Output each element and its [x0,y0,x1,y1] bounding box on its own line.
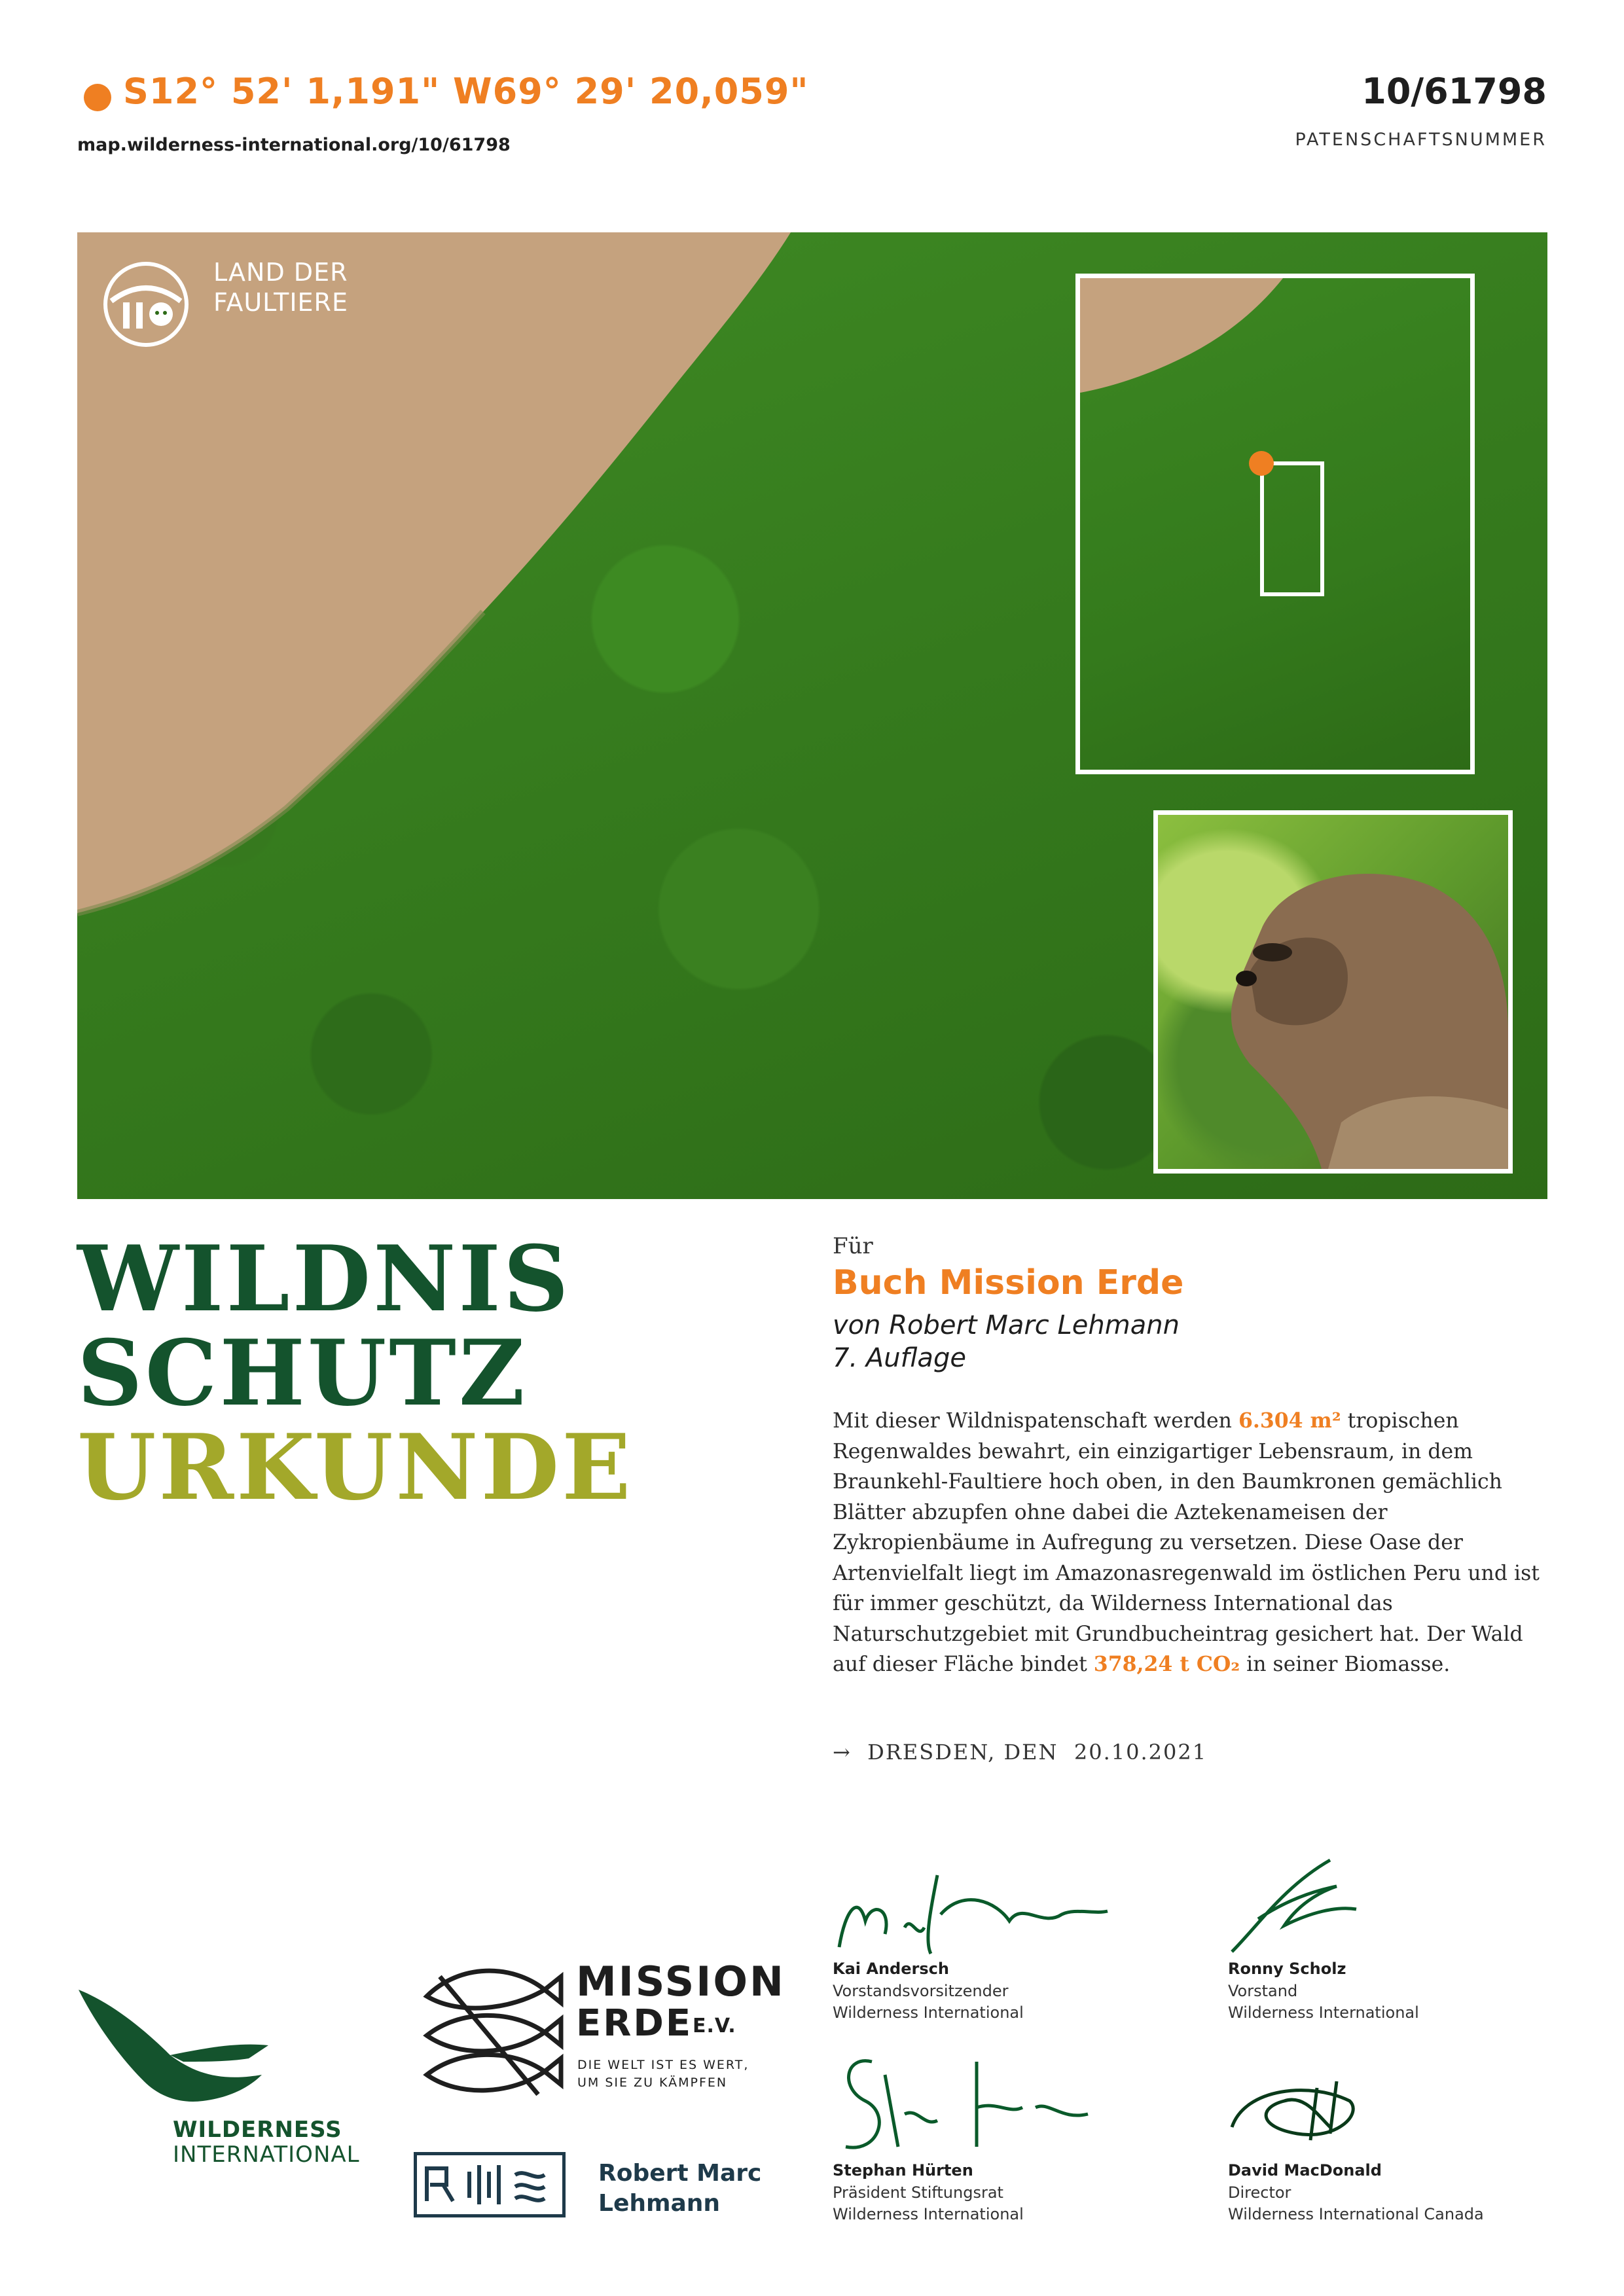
signatory-role: Vorstandsvorsitzender [833,1982,1009,2000]
location-dot-icon [84,84,111,111]
recipient-name: Buch Mission Erde [833,1263,1184,1302]
wilderness-logo-text: WILDERNESS [173,2117,342,2143]
certificate-title: WILDNIS SCHUTZ URKUNDE [77,1225,634,1520]
signatory-organisation: Wilderness International [833,2205,1024,2223]
land-der-faultiere-label: LAND DER FAULTIERE [213,258,348,317]
mission-logo-text: MISSION [576,1958,785,2005]
signatory-name: David MacDonald [1228,2161,1382,2179]
signature-stephan-huerten [826,2036,1101,2166]
coordinates: S12° 52' 1,191" W69° 29' 20,059" [123,71,809,112]
plot-boundary [1260,461,1324,596]
signature-david-macdonald [1219,2062,1376,2160]
sponsorship-number: 10/61798 [1362,71,1547,112]
sloth-image [1158,815,1508,1169]
arrow-icon: → [833,1740,852,1765]
aerial-forest-image [77,232,1547,1199]
certificate-body-text: Mit dieser Wildnispatenschaft werden 6.304 m² tropischen Regenwaldes bewahrt, ein einzigartiger Lebensraum, in dem Braunkehl-Faultiere hoch oben, in den Baumkronen gemächlich Blätter abzupfen ohne dabei die Aztekenameisen der Zykropienbäume in Aufregung zu versetzen. Diese Oase der Artenvielfalt liegt im Amazonasregenwald im östlichen Peru und ist für immer geschützt, da Wilderness International das Naturschutzgebiet mit Grundbucheintrag gesichert hat. Der Wald auf dieser Fläche bindet 378,24 t CO₂ in seiner Biomasse. [833,1408,1540,1676]
signature-ronny-scholz [1219,1847,1376,1965]
wilderness-eagle-logo-icon [72,1977,281,2114]
signatory-organisation: Wilderness International [833,2003,1024,2022]
co2-value: 378,24 t CO₂ [1093,1652,1240,1676]
map-url[interactable]: map.wilderness-international.org/10/61798 [77,135,511,155]
recipient-details: von Robert Marc Lehmann 7. Auflage [833,1310,1180,1373]
fish-logo-icon [414,1957,564,2101]
protected-area-value: 6.304 m² [1238,1408,1341,1433]
signatory-name: Stephan Hürten [833,2161,973,2179]
plot-map-inset [1075,274,1475,774]
sloth-photo [1153,810,1513,1174]
sloth-logo-icon [97,262,195,347]
mission-erde-slogan: DIE WELT IST ES WERT, UM SIE ZU KÄMPFEN [577,2058,749,2090]
date-value: 20.10.2021 [1074,1740,1208,1765]
sponsorship-label: PATENSCHAFTSNUMMER [1295,130,1547,150]
signatory-name: Ronny Scholz [1228,1960,1346,1978]
ev-logo-text: E.V. [693,2015,736,2037]
erde-logo-text: ERDE [576,2002,693,2045]
signatory-name: Kai Andersch [833,1960,949,1978]
plot-location-marker-icon [1249,451,1274,476]
robert-marc-lehmann-logo-text: Robert Marc Lehmann [598,2160,762,2217]
signatory-role: Präsident Stiftungsrat [833,2183,1003,2202]
signatory-organisation: Wilderness International [1228,2003,1419,2022]
date-line: → DRESDEN, DEN 20.10.2021 [833,1740,1208,1765]
signatory-organisation: Wilderness International Canada [1228,2205,1484,2223]
signatory-role: Director [1228,2183,1291,2202]
robert-marc-lehmann-logo-icon [414,2152,566,2217]
signature-kai-andersch [826,1849,1114,1967]
international-logo-text: INTERNATIONAL [173,2142,360,2168]
for-label: Für [833,1233,873,1259]
signatory-role: Vorstand [1228,1982,1298,2000]
